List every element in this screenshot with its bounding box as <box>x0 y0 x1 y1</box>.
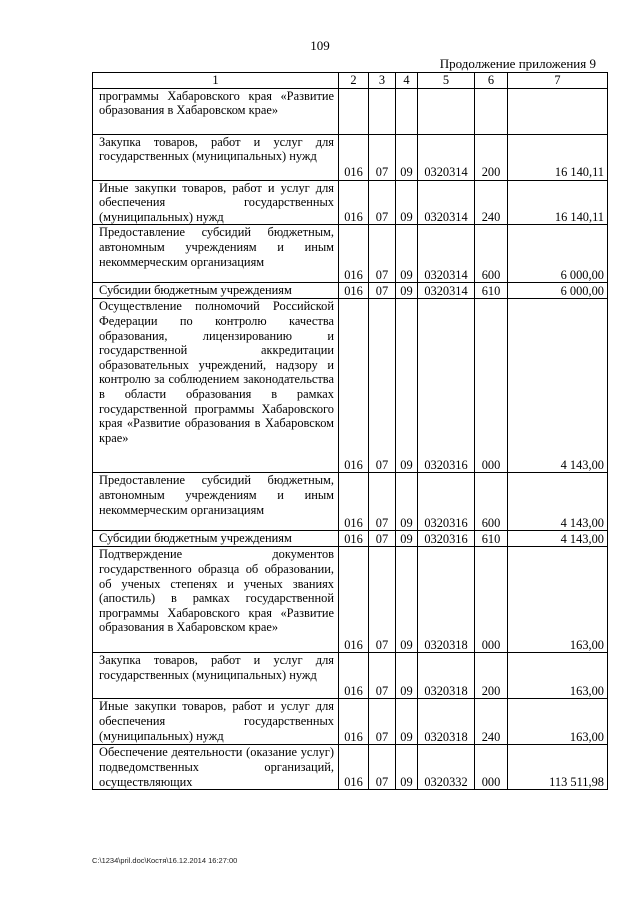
row-cell-c3: 07 <box>369 134 396 180</box>
row-cell-c5: 0320332 <box>418 745 475 790</box>
row-cell-c4: 09 <box>396 653 418 699</box>
row-cell-c7: 163,00 <box>508 547 608 653</box>
row-cell-c7: 4 143,00 <box>508 473 608 531</box>
row-cell-c7: 16 140,11 <box>508 134 608 180</box>
row-cell-c5: 0320316 <box>418 299 475 473</box>
table-header-row <box>93 73 608 89</box>
row-description: Обеспечение деятельности (оказание услуг) подведомственных организаций, осуществляющих <box>93 745 339 790</box>
row-cell-c6: 000 <box>475 299 508 473</box>
row-cell-c3: 07 <box>369 180 396 225</box>
table-row <box>93 180 608 225</box>
row-cell-c2 <box>339 88 369 134</box>
row-cell-c6: 000 <box>475 547 508 653</box>
row-cell-c7: 163,00 <box>508 699 608 745</box>
row-cell-c4: 09 <box>396 745 418 790</box>
row-description: Предоставление субсидий бюджетным, автономным учреждениям и иным некоммерческим организациям <box>93 225 339 283</box>
row-cell-c7: 16 140,11 <box>508 180 608 225</box>
row-description: Иные закупки товаров, работ и услуг для обеспечения государственных (муниципальных) нужд <box>93 180 339 225</box>
row-cell-c4: 09 <box>396 225 418 283</box>
table-row <box>93 745 608 790</box>
table-row <box>93 134 608 180</box>
header-cell: 1 <box>93 73 339 89</box>
continuation-label: Продолжение приложения 9 <box>439 56 596 71</box>
row-cell-c5: 0320314 <box>418 225 475 283</box>
row-cell-c4: 09 <box>396 283 418 299</box>
row-cell-c5: 0320318 <box>418 547 475 653</box>
row-cell-c5: 0320318 <box>418 699 475 745</box>
row-description: Осуществление полномочий Российской Федерации по контролю качества образования, лицензированию и государственной аккредитации образовательных учреждений, надзору и контролю за соблюдением законодательства в области образования в рамках государственной программы Хабаровского края «Развитие образования в Хабаровском крае» <box>93 299 339 473</box>
row-description: программы Хабаровского края «Развитие образования в Хабаровском крае» <box>93 88 339 134</box>
row-cell-c4: 09 <box>396 180 418 225</box>
budget-table <box>92 72 608 790</box>
row-cell-c3: 07 <box>369 699 396 745</box>
row-cell-c3: 07 <box>369 745 396 790</box>
row-cell-c7 <box>508 88 608 134</box>
header-cell: 3 <box>369 73 396 89</box>
row-cell-c6: 200 <box>475 134 508 180</box>
row-cell-c3: 07 <box>369 225 396 283</box>
row-cell-c7: 4 143,00 <box>508 531 608 547</box>
row-cell-c7: 163,00 <box>508 653 608 699</box>
table-row <box>93 547 608 653</box>
row-cell-c2: 016 <box>339 547 369 653</box>
row-cell-c4 <box>396 88 418 134</box>
page-number: 109 <box>310 38 330 53</box>
header-cell: 2 <box>339 73 369 89</box>
row-cell-c4: 09 <box>396 134 418 180</box>
row-cell-c2: 016 <box>339 653 369 699</box>
row-cell-c4: 09 <box>396 473 418 531</box>
row-description: Подтверждение документов государственного образца об образовании, об ученых степенях и ученых званиях (апостиль) в рамках государственной программы Хабаровского края «Развитие образования в Хабаровском крае» <box>93 547 339 653</box>
row-cell-c5: 0320318 <box>418 653 475 699</box>
row-description: Субсидии бюджетным учреждениям <box>93 283 339 299</box>
row-cell-c6: 610 <box>475 531 508 547</box>
row-cell-c7: 113 511,98 <box>508 745 608 790</box>
row-cell-c7: 6 000,00 <box>508 225 608 283</box>
header-cell: 5 <box>418 73 475 89</box>
header-cell: 4 <box>396 73 418 89</box>
row-cell-c5: 0320314 <box>418 283 475 299</box>
table-row <box>93 473 608 531</box>
row-cell-c6: 240 <box>475 180 508 225</box>
table-row <box>93 531 608 547</box>
table-row <box>93 299 608 473</box>
row-description: Закупка товаров, работ и услуг для государственных (муниципальных) нужд <box>93 653 339 699</box>
row-description: Субсидии бюджетным учреждениям <box>93 531 339 547</box>
row-cell-c4: 09 <box>396 699 418 745</box>
row-cell-c3: 07 <box>369 299 396 473</box>
table-row <box>93 225 608 283</box>
row-cell-c2: 016 <box>339 134 369 180</box>
row-cell-c4: 09 <box>396 299 418 473</box>
row-cell-c2: 016 <box>339 283 369 299</box>
row-cell-c2: 016 <box>339 473 369 531</box>
row-description: Иные закупки товаров, работ и услуг для обеспечения государственных (муниципальных) нужд <box>93 699 339 745</box>
table-row <box>93 283 608 299</box>
row-cell-c6: 600 <box>475 473 508 531</box>
header-cell: 7 <box>508 73 608 89</box>
row-cell-c2: 016 <box>339 699 369 745</box>
row-cell-c3: 07 <box>369 473 396 531</box>
row-cell-c2: 016 <box>339 180 369 225</box>
file-path-footer: C:\1234\pril.doc\Костя\16.12.2014 16:27:00 <box>92 856 238 865</box>
table-row <box>93 653 608 699</box>
row-cell-c6: 000 <box>475 745 508 790</box>
row-cell-c6: 600 <box>475 225 508 283</box>
row-cell-c2: 016 <box>339 225 369 283</box>
row-cell-c3: 07 <box>369 547 396 653</box>
row-cell-c2: 016 <box>339 299 369 473</box>
row-cell-c5: 0320314 <box>418 180 475 225</box>
row-cell-c4: 09 <box>396 547 418 653</box>
table-row <box>93 699 608 745</box>
row-cell-c2: 016 <box>339 531 369 547</box>
row-cell-c3: 07 <box>369 283 396 299</box>
row-cell-c5 <box>418 88 475 134</box>
row-cell-c6: 240 <box>475 699 508 745</box>
row-cell-c5: 0320314 <box>418 134 475 180</box>
row-cell-c7: 6 000,00 <box>508 283 608 299</box>
row-description: Закупка товаров, работ и услуг для государственных (муниципальных) нужд <box>93 134 339 180</box>
row-cell-c3 <box>369 88 396 134</box>
row-cell-c2: 016 <box>339 745 369 790</box>
row-cell-c3: 07 <box>369 653 396 699</box>
row-cell-c5: 0320316 <box>418 473 475 531</box>
header-cell: 6 <box>475 73 508 89</box>
row-cell-c6: 200 <box>475 653 508 699</box>
row-cell-c3: 07 <box>369 531 396 547</box>
row-description: Предоставление субсидий бюджетным, автономным учреждениям и иным некоммерческим организациям <box>93 473 339 531</box>
row-cell-c6: 610 <box>475 283 508 299</box>
row-cell-c7: 4 143,00 <box>508 299 608 473</box>
row-cell-c6 <box>475 88 508 134</box>
row-cell-c5: 0320316 <box>418 531 475 547</box>
row-cell-c4: 09 <box>396 531 418 547</box>
table-row <box>93 88 608 134</box>
